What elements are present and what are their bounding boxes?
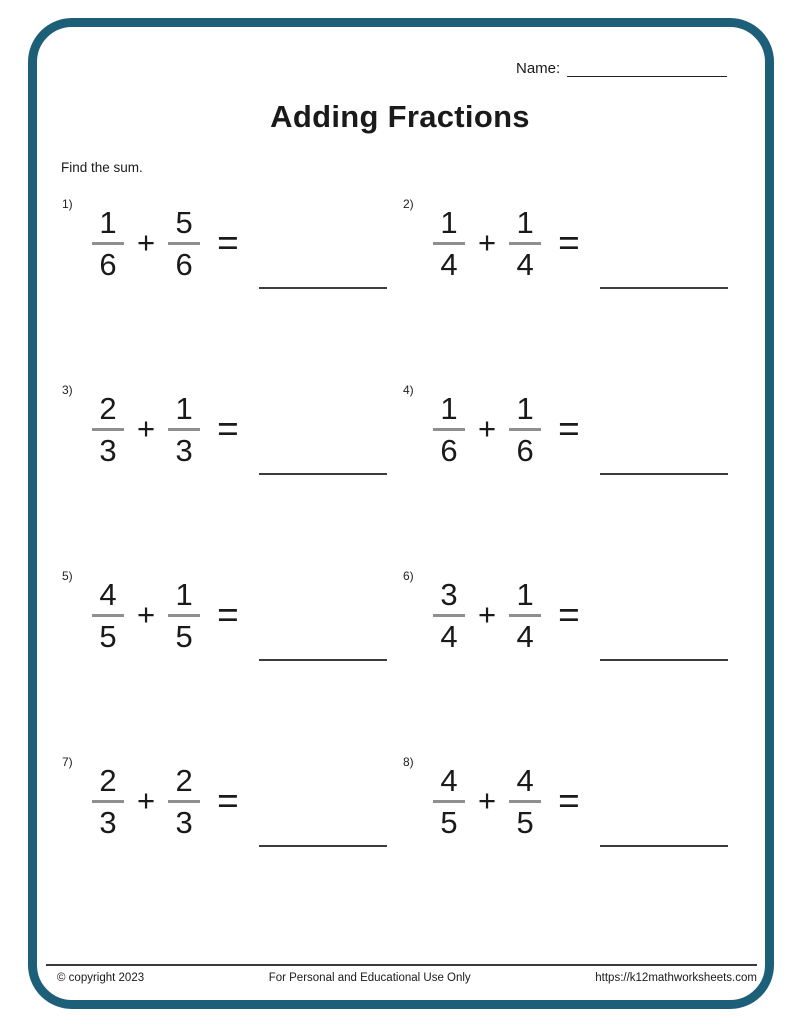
problem-number: 1) xyxy=(62,197,73,211)
plus-sign: + xyxy=(478,783,497,819)
fraction-first xyxy=(433,393,465,466)
fraction-numerator: 1 xyxy=(440,205,458,240)
problem-number: 2) xyxy=(403,197,414,211)
fraction-numerator: 4 xyxy=(440,763,458,798)
fraction-second xyxy=(168,765,200,838)
problem-number: 7) xyxy=(62,755,73,769)
problem-expression xyxy=(433,393,580,466)
fraction-numerator: 1 xyxy=(440,391,458,426)
plus-sign: + xyxy=(137,411,156,447)
problem-item xyxy=(62,383,403,569)
equals-sign: = xyxy=(558,222,580,264)
name-row xyxy=(516,59,727,77)
problem-expression xyxy=(433,579,580,652)
fraction-denominator: 6 xyxy=(440,432,458,468)
answer-blank-line[interactable] xyxy=(600,441,728,475)
fraction-bar xyxy=(92,428,124,431)
fraction-denominator: 4 xyxy=(440,246,458,282)
problem-number: 3) xyxy=(62,383,73,397)
plus-sign: + xyxy=(137,597,156,633)
problem-number: 8) xyxy=(403,755,414,769)
fraction-denominator: 5 xyxy=(516,804,534,840)
footer-usage-note: For Personal and Educational Use Only xyxy=(268,972,471,984)
fraction-second xyxy=(509,207,541,280)
equals-sign: = xyxy=(217,780,239,822)
plus-sign: + xyxy=(478,225,497,261)
fraction-bar xyxy=(509,242,541,245)
problem-number: 5) xyxy=(62,569,73,583)
fraction-denominator: 4 xyxy=(440,618,458,654)
plus-sign: + xyxy=(478,411,497,447)
fraction-denominator: 6 xyxy=(99,246,117,282)
fraction-bar xyxy=(92,800,124,803)
fraction-first xyxy=(433,207,465,280)
fraction-first xyxy=(433,579,465,652)
fraction-numerator: 1 xyxy=(516,577,534,612)
problem-expression xyxy=(433,765,580,838)
problem-item xyxy=(403,197,743,383)
fraction-denominator: 6 xyxy=(516,432,534,468)
fraction-first xyxy=(92,579,124,652)
fraction-numerator: 1 xyxy=(516,391,534,426)
fraction-numerator: 1 xyxy=(175,577,193,612)
fraction-first xyxy=(92,393,124,466)
fraction-numerator: 2 xyxy=(99,763,117,798)
fraction-bar xyxy=(509,614,541,617)
problem-expression xyxy=(92,579,239,652)
fraction-second xyxy=(168,207,200,280)
fraction-numerator: 3 xyxy=(440,577,458,612)
fraction-numerator: 4 xyxy=(99,577,117,612)
fraction-bar xyxy=(433,428,465,431)
answer-blank-line[interactable] xyxy=(600,627,728,661)
fraction-second xyxy=(509,393,541,466)
fraction-numerator: 1 xyxy=(99,205,117,240)
equals-sign: = xyxy=(558,594,580,636)
fraction-bar xyxy=(433,800,465,803)
footer-url: https://k12mathworksheets.com xyxy=(595,972,757,984)
name-label: Name: xyxy=(516,60,561,77)
answer-blank-line[interactable] xyxy=(600,813,728,847)
problems-grid xyxy=(62,197,743,941)
fraction-bar xyxy=(168,614,200,617)
equals-sign: = xyxy=(558,780,580,822)
problem-item xyxy=(403,383,743,569)
answer-blank-line[interactable] xyxy=(259,813,387,847)
fraction-denominator: 5 xyxy=(99,618,117,654)
fraction-second xyxy=(509,579,541,652)
fraction-numerator: 2 xyxy=(175,763,193,798)
equals-sign: = xyxy=(558,408,580,450)
problem-expression xyxy=(92,207,239,280)
page-title: Adding Fractions xyxy=(270,99,530,134)
fraction-bar xyxy=(509,428,541,431)
fraction-bar xyxy=(433,614,465,617)
fraction-second xyxy=(168,393,200,466)
problem-expression xyxy=(92,393,239,466)
problem-number: 6) xyxy=(403,569,414,583)
answer-blank-line[interactable] xyxy=(259,255,387,289)
footer xyxy=(46,964,757,984)
fraction-second xyxy=(509,765,541,838)
name-blank-line[interactable] xyxy=(567,59,727,77)
fraction-denominator: 3 xyxy=(99,804,117,840)
fraction-numerator: 1 xyxy=(516,205,534,240)
answer-blank-line[interactable] xyxy=(259,627,387,661)
problem-number: 4) xyxy=(403,383,414,397)
problem-expression xyxy=(92,765,239,838)
fraction-numerator: 1 xyxy=(175,391,193,426)
instruction-text: Find the sum. xyxy=(61,160,143,175)
equals-sign: = xyxy=(217,222,239,264)
fraction-first xyxy=(92,207,124,280)
fraction-denominator: 4 xyxy=(516,246,534,282)
plus-sign: + xyxy=(478,597,497,633)
fraction-bar xyxy=(92,614,124,617)
plus-sign: + xyxy=(137,225,156,261)
problem-item xyxy=(403,569,743,755)
fraction-first xyxy=(92,765,124,838)
fraction-denominator: 3 xyxy=(175,804,193,840)
fraction-denominator: 6 xyxy=(175,246,193,282)
fraction-bar xyxy=(168,428,200,431)
plus-sign: + xyxy=(137,783,156,819)
equals-sign: = xyxy=(217,594,239,636)
fraction-bar xyxy=(509,800,541,803)
fraction-first xyxy=(433,765,465,838)
fraction-bar xyxy=(433,242,465,245)
problem-item xyxy=(403,755,743,941)
fraction-denominator: 3 xyxy=(99,432,117,468)
fraction-bar xyxy=(92,242,124,245)
problem-item xyxy=(62,569,403,755)
problem-item xyxy=(62,755,403,941)
fraction-denominator: 5 xyxy=(175,618,193,654)
fraction-numerator: 4 xyxy=(516,763,534,798)
fraction-bar xyxy=(168,800,200,803)
fraction-second xyxy=(168,579,200,652)
fraction-denominator: 3 xyxy=(175,432,193,468)
fraction-numerator: 2 xyxy=(99,391,117,426)
fraction-denominator: 5 xyxy=(440,804,458,840)
answer-blank-line[interactable] xyxy=(259,441,387,475)
answer-blank-line[interactable] xyxy=(600,255,728,289)
equals-sign: = xyxy=(217,408,239,450)
problem-item xyxy=(62,197,403,383)
fraction-denominator: 4 xyxy=(516,618,534,654)
fraction-numerator: 5 xyxy=(175,205,193,240)
fraction-bar xyxy=(168,242,200,245)
problem-expression xyxy=(433,207,580,280)
footer-copyright: © copyright 2023 xyxy=(57,972,145,984)
